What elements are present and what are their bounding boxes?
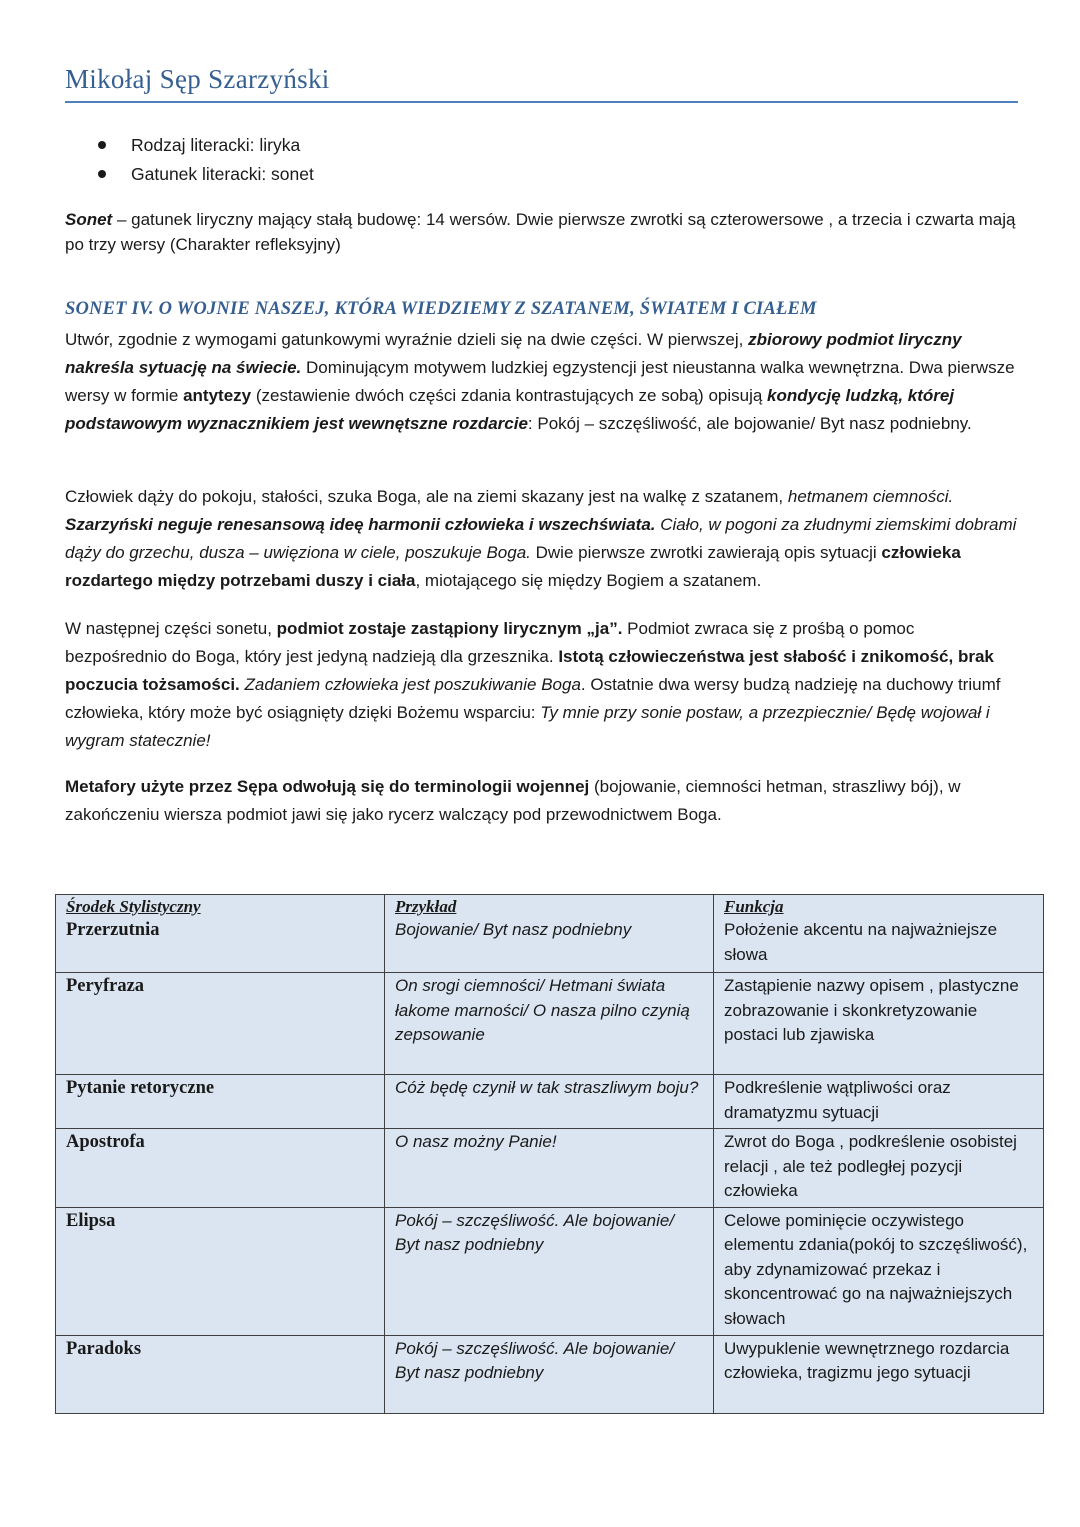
table-cell <box>714 973 1044 1075</box>
table-cell <box>714 1129 1044 1208</box>
device-example: Bojowanie/ Byt nasz podniebny <box>395 920 632 939</box>
table-row <box>56 1075 1044 1129</box>
device-term: Przerzutnia <box>66 920 160 940</box>
column-header: Środek Stylistyczny <box>66 897 201 916</box>
table-cell <box>56 973 385 1075</box>
table-row <box>56 1129 1044 1208</box>
table-cell <box>56 1335 385 1413</box>
table-cell <box>714 1207 1044 1335</box>
sonet-definition: Sonet – gatunek liryczny mający stałą budowę: 14 wersów. Dwie pierwsze zwrotki są czterowersowe , a trzecia i czwarta mają po trzy wersy (Charakter refleksyjny) <box>65 210 1016 254</box>
paragraph-3: W następnej części sonetu, podmiot zostaje zastąpiony lirycznym „ja”. Podmiot zwraca się z prośbą o pomoc bezpośrednio do Boga, który jest jedyną nadzieją dla grzesznika. Istotą człowieczeństwa jest słabość i znikomość, brak poczucia tożsamości. Zadaniem człowieka jest poszukiwanie Boga. Ostatnie dwa wersy budzą nadzieję na duchowy triumf człowieka, który może być osiągnięty dzięki Bożemu wsparciu: Ty mnie przy sonie postaw, a przezpiecznie/ Będę wojował i wygram statecznie! <box>65 619 1001 750</box>
table-cell <box>385 1335 714 1413</box>
table-cell <box>714 1075 1044 1129</box>
page-title: Mikołaj Sęp Szarzyński <box>65 64 330 94</box>
column-header: Funkcja <box>724 897 784 916</box>
table-cell <box>56 895 385 973</box>
table-cell <box>385 973 714 1075</box>
device-term: Apostrofa <box>66 1132 145 1152</box>
table-row <box>56 895 1044 973</box>
table-cell <box>385 1129 714 1208</box>
device-example: Cóż będę czynił w tak straszliwym boju? <box>395 1078 699 1097</box>
table-row <box>56 1335 1044 1413</box>
bullet-icon <box>98 170 106 178</box>
table-cell <box>56 1207 385 1335</box>
list-item: Gatunek literacki: sonet <box>95 162 314 191</box>
title-underline <box>65 101 1018 103</box>
table-cell <box>385 1075 714 1129</box>
table-row <box>56 973 1044 1075</box>
column-header: Przykład <box>395 897 457 916</box>
device-example: Pokój – szczęśliwość. Ale bojowanie/ Byt nasz podniebny <box>395 1210 675 1254</box>
device-function: Celowe pominięcie oczywistego elementu zdania(pokój to szczęśliwość), aby zdynamizować przekaz i skoncentrować go na najważniejszych słowach <box>724 1210 1028 1328</box>
table-cell <box>714 1335 1044 1413</box>
bullet-list <box>95 133 314 191</box>
device-function: Zastąpienie nazwy opisem , plastyczne zobrazowanie i skonkretyzowanie postaci lub zjawiska <box>724 976 1019 1044</box>
device-term: Peryfraza <box>66 976 145 996</box>
section-heading: SONET IV. O WOJNIE NASZEJ, KTÓRA WIEDZIEMY Z SZATANEM, ŚWIATEM I CIAŁEM <box>65 299 817 319</box>
device-term: Pytanie retoryczne <box>66 1078 215 1098</box>
table-cell <box>385 1207 714 1335</box>
definition-term: Sonet <box>65 210 113 229</box>
table-cell <box>56 1075 385 1129</box>
device-function: Podkreślenie wątpliwości oraz dramatyzmu sytuacji <box>724 1078 951 1122</box>
stylistic-devices-table <box>55 894 1044 1414</box>
device-function: Uwypuklenie wewnętrznego rozdarcia człowieka, tragizmu jego sytuacji <box>724 1338 1010 1382</box>
bullet-icon <box>98 141 106 149</box>
device-example: O nasz możny Panie! <box>395 1132 557 1151</box>
device-example: Pokój – szczęśliwość. Ale bojowanie/ Byt nasz podniebny <box>395 1338 675 1382</box>
device-term: Elipsa <box>66 1210 116 1231</box>
table-row <box>56 1207 1044 1335</box>
paragraph-2: Człowiek dąży do pokoju, stałości, szuka Boga, ale na ziemi skazany jest na walkę z szatanem, hetmanem ciemności. Szarzyński neguje renesansową ideę harmonii człowieka i wszechświata. Ciało, w pogoni za złudnymi ziemskimi dobrami dąży do grzechu, dusza – uwięziona w ciele, poszukuje Boga. Dwie pierwsze zwrotki zawierają opis sytuacji człowieka rozdartego między potrzebami duszy i ciała, miotającego się między Bogiem a szatanem. <box>65 487 1017 590</box>
table-cell <box>385 895 714 973</box>
table-cell <box>56 1129 385 1208</box>
device-term: Paradoks <box>66 1338 142 1359</box>
paragraph-4: Metafory użyte przez Sępa odwołują się do terminologii wojennej (bojowanie, ciemności hetman, straszliwy bój), w zakończeniu wiersza podmiot jawi się jako rycerz walczący pod przewodnictwem Boga. <box>65 777 961 824</box>
device-example: On srogi ciemności/ Hetmani świata łakome marności/ O nasza pilno czynią zepsowanie <box>395 976 690 1044</box>
list-item: Rodzaj literacki: liryka <box>95 133 314 162</box>
paragraph-1: Utwór, zgodnie z wymogami gatunkowymi wyraźnie dzieli się na dwie części. W pierwszej, zbiorowy podmiot liryczny nakreśla sytuację na świecie. Dominującym motywem ludzkiej egzystencji jest nieustanna walka wewnętrzna. Dwa pierwsze wersy w formie antytezy (zestawienie dwóch części zdania kontrastujących ze sobą) opisują kondycję ludzką, której podstawowym wyznacznikiem jest wewnętszne rozdarcie: Pokój – szczęśliwość, ale bojowanie/ Byt nasz podniebny. <box>65 330 1015 433</box>
device-function: Położenie akcentu na najważniejsze słowa <box>724 920 998 964</box>
table-cell <box>714 895 1044 973</box>
device-function: Zwrot do Boga , podkreślenie osobistej relacji , ale też podległej pozycji człowieka <box>724 1132 1017 1200</box>
